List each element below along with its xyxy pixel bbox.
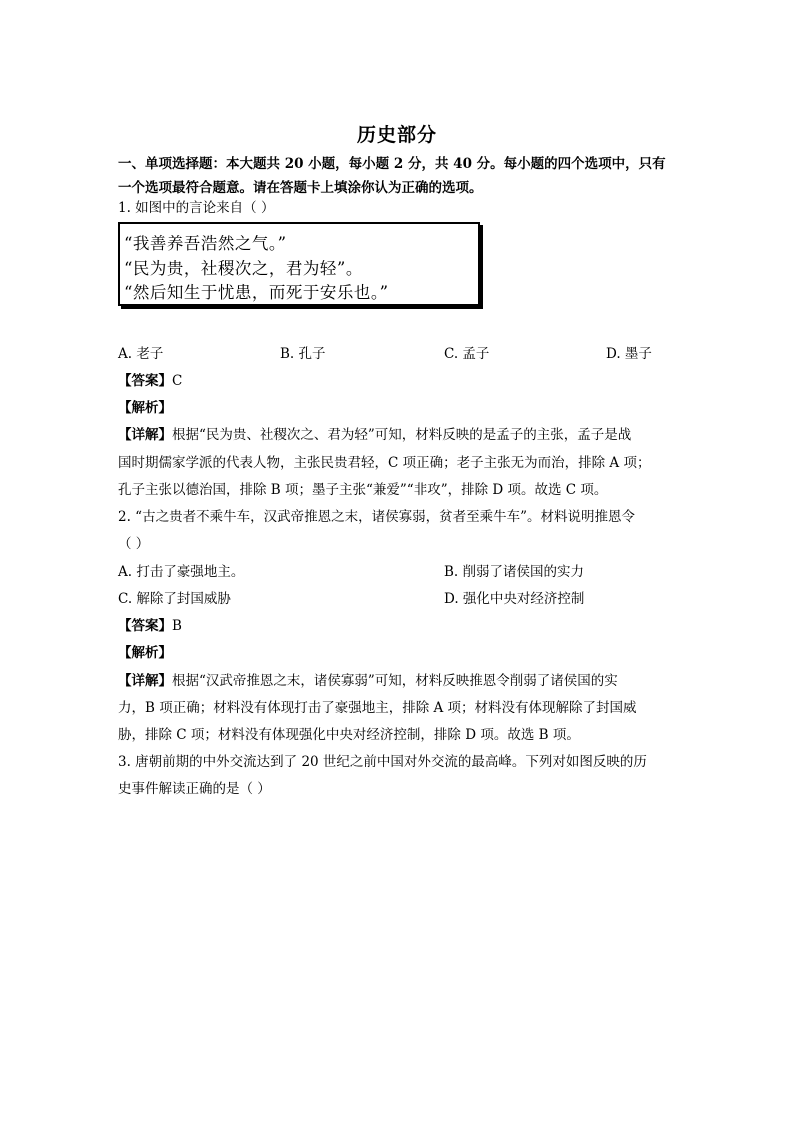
q2-answer-value: B — [172, 618, 182, 634]
q1-quote-2: “民为贵，社稷次之，君为轻”。 — [124, 259, 363, 278]
detail-tag: 【详解】 — [118, 427, 172, 443]
q1-quote-box — [118, 222, 480, 306]
q1-option-d: D. 墨子 — [606, 346, 652, 362]
q2-detail-line-2: 力，B 项正确；材料没有体现打击了豪强地主，排除 A 项；材料没有体现解除了封国威 — [118, 700, 637, 716]
q1-option-b: B. 孔子 — [280, 346, 326, 362]
q1-detail-line-3: 孔子主张以德治国，排除 B 项；墨子主张“兼爱”“非攻”，排除 D 项。故选 C 项。 — [118, 482, 608, 498]
q1-answer — [118, 369, 182, 389]
q2-answer — [118, 614, 182, 634]
q2-option-a: A. 打击了豪强地主。 — [118, 564, 245, 580]
answer-tag: 【答案】 — [118, 373, 172, 389]
q1-analysis-tag: 【解析】 — [118, 400, 172, 416]
answer-tag: 【答案】 — [118, 618, 172, 634]
q2-stem-line-1: 2. “古之贵者不乘牛车，汉武帝推恩之末，诸侯寡弱，贫者至乘牛车”。材料说明推恩令 — [118, 509, 635, 525]
q1-detail-line-2: 国时期儒家学派的代表人物，主张民贵君轻，C 项正确；老子主张无为而治，排除 A 项； — [118, 455, 651, 471]
q1-option-a: A. 老子 — [118, 346, 164, 362]
detail-tag: 【详解】 — [118, 673, 172, 689]
q2-option-b: B. 削弱了诸侯国的实力 — [444, 564, 585, 580]
q2-detail-text-1: 根据“汉武帝推恩之末，诸侯寡弱”可知，材料反映推恩令削弱了诸侯国的实 — [172, 673, 618, 689]
q1-quote-3: “然后知生于忧患，而死于安乐也。” — [124, 283, 389, 302]
q2-stem-line-2: （ ） — [118, 536, 150, 552]
q1-detail-line-1 — [118, 423, 631, 443]
q1-detail-text-1: 根据“民为贵、社稷次之、君为轻”可知，材料反映的是孟子的主张，孟子是战 — [172, 427, 632, 443]
q2-option-c: C. 解除了封国威胁 — [118, 591, 231, 607]
q3-stem-line-1: 3. 唐朝前期的中外交流达到了 20 世纪之前中国对外交流的最高峰。下列对如图反映的历 — [118, 754, 647, 770]
q2-option-d: D. 强化中央对经济控制 — [444, 591, 585, 607]
q2-detail-line-3: 胁，排除 C 项；材料没有体现强化中央对经济控制，排除 D 项。故选 B 项。 — [118, 727, 580, 743]
q1-stem: 1. 如图中的言论来自（ ） — [118, 200, 275, 216]
q3-stem-line-2: 史事件解读正确的是（ ） — [118, 781, 271, 797]
q1-quote-1: “我善养吾浩然之气。” — [124, 234, 287, 253]
q2-detail-line-1 — [118, 669, 618, 689]
q1-answer-value: C — [172, 373, 183, 389]
page-title: 历史部分 — [356, 124, 437, 146]
q2-analysis-tag: 【解析】 — [118, 645, 172, 661]
q1-option-c: C. 孟子 — [444, 346, 490, 362]
instructions-line-2: 一个选项最符合题意。请在答题卡上填涂你认为正确的选项。 — [118, 180, 483, 196]
instructions-line-1: 一、单项选择题：本大题共 20 小题，每小题 2 分，共 40 分。每小题的四个选项中，只有 — [118, 156, 666, 172]
